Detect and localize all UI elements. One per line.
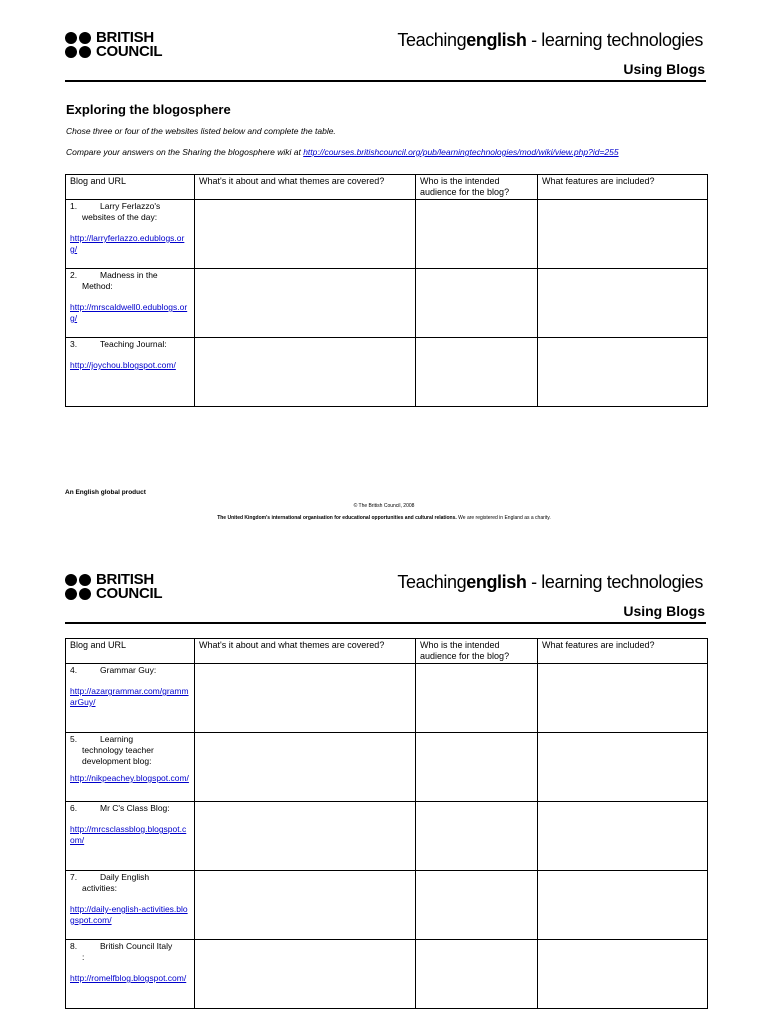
themes-cell[interactable]	[195, 871, 416, 940]
header-divider	[65, 80, 706, 82]
page-heading: Exploring the blogosphere	[66, 102, 231, 117]
column-header: Blog and URL	[66, 175, 195, 200]
features-cell[interactable]	[538, 338, 708, 407]
features-cell[interactable]	[538, 733, 708, 802]
blog-url-link[interactable]: http://mrcsclassblog.blogspot.com/	[70, 824, 187, 845]
column-header: Who is the intended audience for the blog?	[416, 175, 538, 200]
table-row	[66, 269, 708, 338]
table-row	[66, 200, 708, 269]
themes-cell[interactable]	[195, 200, 416, 269]
themes-cell[interactable]	[195, 802, 416, 871]
features-cell[interactable]	[538, 871, 708, 940]
logo-line1: BRITISH	[96, 571, 154, 588]
wiki-link[interactable]: http://courses.britishcouncil.org/pub/learningtechnologies/mod/wiki/view.php?id=255	[303, 147, 619, 157]
blog-url-link[interactable]: http://joychou.blogspot.com/	[70, 360, 176, 370]
audience-cell[interactable]	[416, 269, 538, 338]
audience-cell[interactable]	[416, 940, 538, 1009]
features-cell[interactable]	[538, 200, 708, 269]
blog-cell: 7. Daily English activities: http://daily-english-activities.blogspot.com/	[66, 871, 195, 940]
logo-line2: COUNCIL	[96, 585, 163, 602]
features-cell[interactable]	[538, 802, 708, 871]
audience-cell[interactable]	[416, 871, 538, 940]
audience-cell[interactable]	[416, 338, 538, 407]
table-row	[66, 664, 708, 733]
document-page-2	[0, 542, 768, 1024]
logo-dots-icon	[65, 574, 91, 600]
features-cell[interactable]	[538, 269, 708, 338]
themes-cell[interactable]	[195, 940, 416, 1009]
logo-line2: COUNCIL	[96, 43, 163, 60]
footer-copyright: © The British Council, 2008	[353, 503, 415, 509]
features-cell[interactable]	[538, 664, 708, 733]
audience-cell[interactable]	[416, 802, 538, 871]
blog-cell: 3. Teaching Journal: http://joychou.blogspot.com/	[66, 338, 195, 407]
blogs-table-1	[65, 174, 708, 407]
page-subtitle: Using Blogs	[623, 603, 705, 619]
column-header: What features are included?	[538, 639, 708, 664]
table-row	[66, 338, 708, 407]
blog-url-link[interactable]: http://daily-english-activities.blogspot.com/	[70, 904, 188, 925]
blog-cell: 8. British Council Italy : http://romelfblog.blogspot.com/	[66, 940, 195, 1009]
table-row	[66, 733, 708, 802]
blog-cell: 2. Madness in the Method: http://mrscaldwell0.edublogs.org/	[66, 269, 195, 338]
themes-cell[interactable]	[195, 664, 416, 733]
table-header-row	[66, 639, 708, 664]
british-council-logo	[65, 573, 162, 601]
instruction-text: Chose three or four of the websites listed below and complete the table.	[66, 126, 336, 136]
blog-cell: 5. Learning technology teacher development blog: http://nikpeachey.blogspot.com/	[66, 733, 195, 802]
column-header: Who is the intended audience for the blog?	[416, 639, 538, 664]
blog-cell: 4. Grammar Guy: http://azargrammar.com/grammarGuy/	[66, 664, 195, 733]
blogs-table-2	[65, 638, 708, 1009]
themes-cell[interactable]	[195, 269, 416, 338]
themes-cell[interactable]	[195, 733, 416, 802]
logo-line1: BRITISH	[96, 29, 154, 46]
blog-url-link[interactable]: http://azargrammar.com/grammarGuy/	[70, 686, 189, 707]
british-council-logo	[65, 31, 162, 59]
page-subtitle: Using Blogs	[623, 61, 705, 77]
table-header-row	[66, 175, 708, 200]
column-header: What's it about and what themes are covered?	[195, 175, 416, 200]
blog-url-link[interactable]: http://mrscaldwell0.edublogs.org/	[70, 302, 188, 323]
blog-cell: 6. Mr C's Class Blog: http://mrcsclassblog.blogspot.com/	[66, 802, 195, 871]
audience-cell[interactable]	[416, 200, 538, 269]
table-row	[66, 940, 708, 1009]
teachingenglish-brand: Teachingenglish - learning technologies	[397, 30, 703, 50]
compare-instruction: Compare your answers on the Sharing the blogosphere wiki at http://courses.britishcouncil.org/pub/learningtechnologies/mod/wiki/view.php?id=255	[66, 147, 619, 157]
themes-cell[interactable]	[195, 338, 416, 407]
blog-url-link[interactable]: http://romelfblog.blogspot.com/	[70, 973, 187, 983]
audience-cell[interactable]	[416, 733, 538, 802]
blog-cell: 1. Larry Ferlazzo's websites of the day: http://larryferlazzo.edublogs.org/	[66, 200, 195, 269]
table-row	[66, 802, 708, 871]
column-header: Blog and URL	[66, 639, 195, 664]
audience-cell[interactable]	[416, 664, 538, 733]
header-divider	[65, 622, 706, 624]
blog-url-link[interactable]: http://nikpeachey.blogspot.com/	[70, 773, 189, 783]
footer-product-line: An English global product	[65, 489, 146, 496]
features-cell[interactable]	[538, 940, 708, 1009]
footer-charity-note: The United Kingdom's international organisation for educational opportunities and cultural relations. We are registered in England as a charity.	[217, 515, 551, 521]
teachingenglish-brand: Teachingenglish - learning technologies	[397, 572, 703, 592]
column-header: What features are included?	[538, 175, 708, 200]
table-row	[66, 871, 708, 940]
blog-url-link[interactable]: http://larryferlazzo.edublogs.org/	[70, 233, 185, 254]
column-header: What's it about and what themes are covered?	[195, 639, 416, 664]
logo-dots-icon	[65, 32, 91, 58]
